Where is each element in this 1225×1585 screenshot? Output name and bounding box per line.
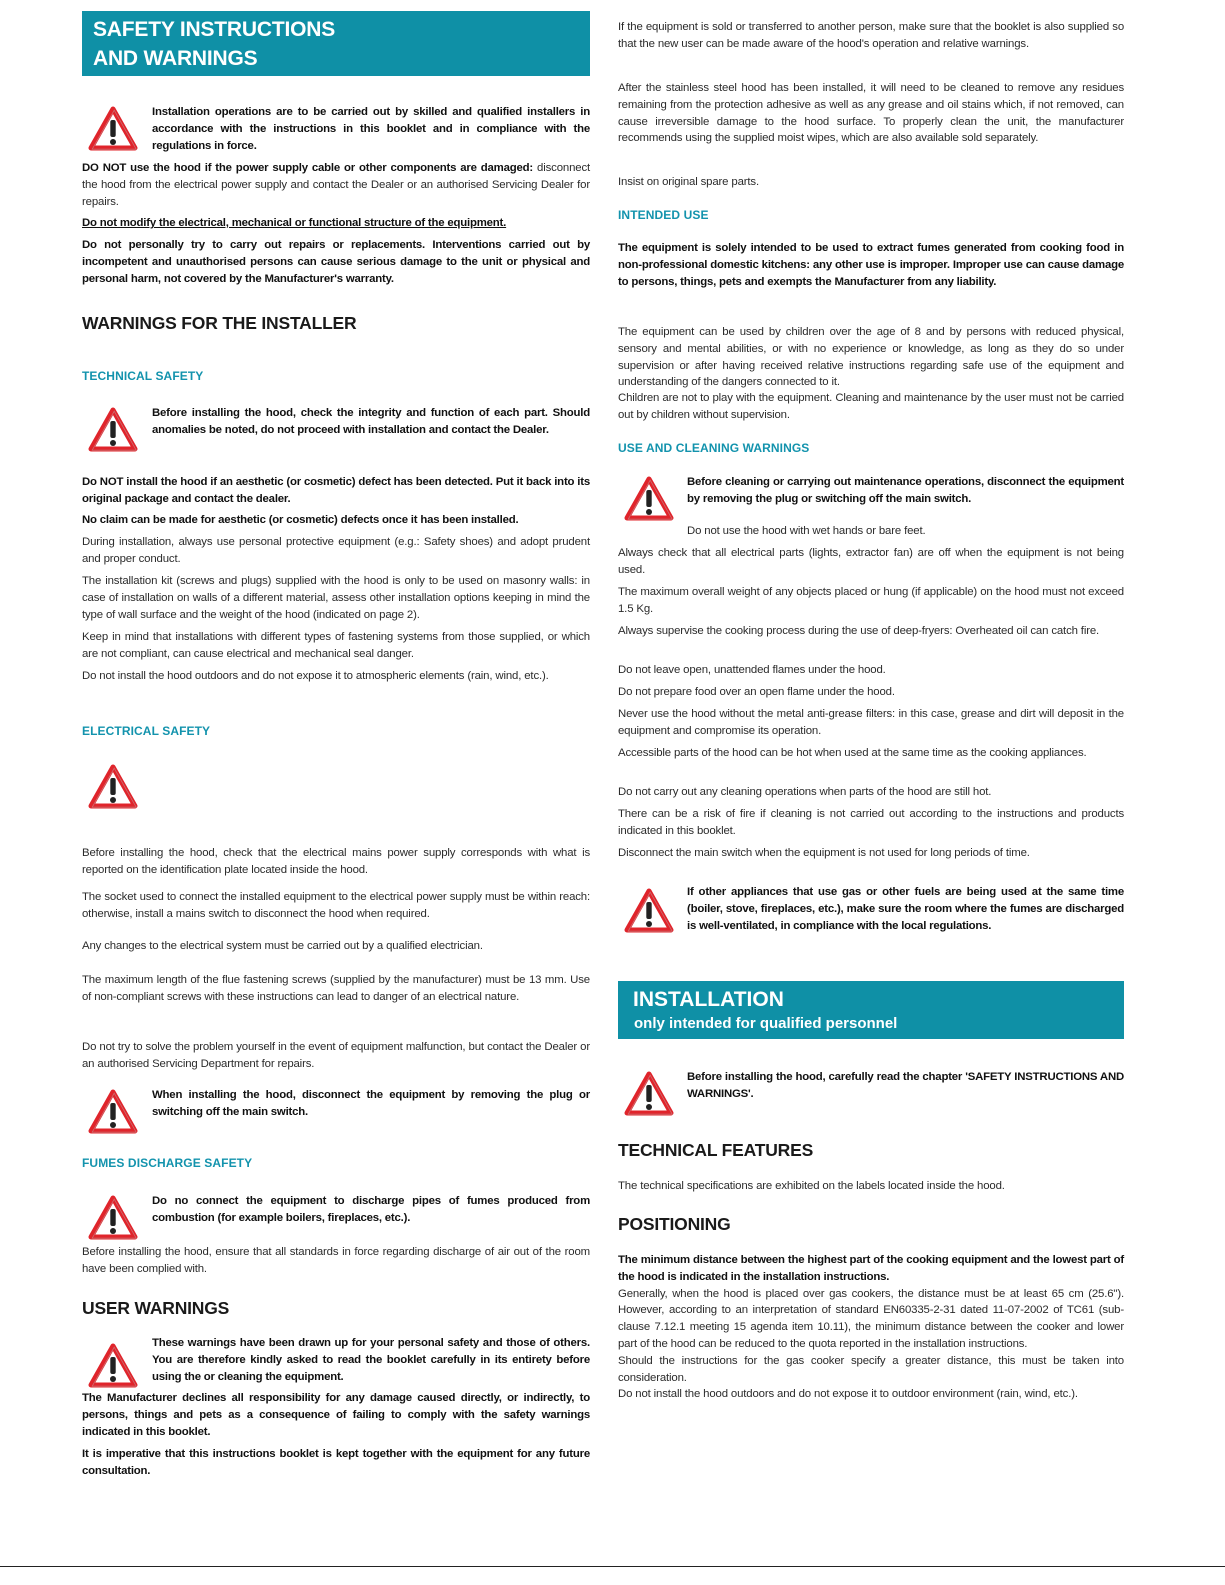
paragraph-sold-transferred: If the equipment is sold or transferred to another person, make sure that the booklet is also supplied so that the new user can be made aware of the hood's operation and relative warnings. [618,21,1124,50]
warning-triangle-icon [88,1195,138,1241]
paragraph-changes: Any changes to the electrical system must be carried out by a qualified electrician. [82,940,483,952]
paragraph-open-flame: Do not prepare food over an open flame under the hood. [618,686,895,698]
paragraph-ppe: During installation, always use personal protective equipment (e.g.: Safety shoes) and adopt prudent and proper conduct. [82,536,590,565]
installation-subtitle: only intended for qualified personnel [634,1015,898,1032]
warning-block-gas [618,884,1124,934]
heading-technical-features: TECHNICAL FEATURES [618,1140,814,1160]
paragraph-mains: Before installing the hood, check that the electrical mains power supply corresponds with what is reported on the identification plate located inside the hood. [82,847,590,876]
body-text: disconnect the hood from the electrical power supply and contact the Dealer or an authorised Servicing Dealer for repairs. [82,162,591,208]
paragraph-specifications: The technical specifications are exhibited on the labels located inside the hood. [618,1180,1005,1192]
heading-fumes-discharge: FUMES DISCHARGE SAFETY [82,1156,253,1170]
bold-lead: The minimum distance between the highest part of the cooking equipment and the lowest part of the hood is indicated in the installation instructions. [618,1254,1124,1283]
warning-text: When installing the hood, disconnect the equipment by removing the plug or switching off the main switch. [152,1089,590,1118]
warning-triangle-icon [88,1343,138,1389]
body-text-outdoor: Do not install the hood outdoors and do not expose it to outdoor environment (rain, wind, etc.). [618,1388,1078,1401]
heading-warnings-installer: WARNINGS FOR THE INSTALLER [82,313,357,333]
paragraph-no-cleaning-hot: Do not carry out any cleaning operations when parts of the hood are still hot. [618,786,992,798]
paragraph-air-discharge: Before installing the hood, ensure that all standards in force regarding discharge of air out of the room have been complied with. [82,1246,590,1275]
warning-block-integrity [82,405,590,439]
paragraph-spare-parts: Insist on original spare parts. [618,176,759,188]
paragraph-fastening: Keep in mind that installations with different types of fastening systems from those supplied, or which are not compliant, can cause electrical and mechanical seal danger. [82,631,590,660]
safety-banner [82,11,590,76]
warning-block-fumes [82,1193,590,1227]
paragraph-screws: The maximum length of the flue fastening screws (supplied by the manufacturer) must be 13 mm. Use of non-compliant screws with these instructions can lead to danger of an electrical nature. [82,974,590,1003]
warning-text: Before cleaning or carrying out maintenance operations, disconnect the equipment by removing the plug or switching off the main switch. [687,476,1124,505]
paragraph-children-play: Children are not to play with the equipment. Cleaning and maintenance by the user must not be carried out by children without supervision. [618,392,1124,421]
paragraph-main-switch: Disconnect the main switch when the equipment is not used for long periods of time. [618,847,1030,859]
warning-triangle-icon [88,1089,138,1135]
bold-lead: DO NOT use the hood if the power supply cable or other components are damaged: [82,162,533,174]
paragraph-max-weight: The maximum overall weight of any objects placed or hung (if applicable) on the hood must not exceed 1.5 Kg. [618,586,1124,615]
paragraph-socket: The socket used to connect the installed equipment to the electrical power supply must be within reach: otherwise, install a mains switch to disconnect the hood when required. [82,891,590,920]
warning-triangle-icon [88,407,138,453]
paragraph-cosmetic-defect: Do NOT install the hood if an aesthetic (or cosmetic) defect has been detected. Put it back into its original package and contact the dealer. [82,476,590,505]
heading-user-warnings: USER WARNINGS [82,1298,230,1318]
banner-title-line1: SAFETY INSTRUCTIONS [93,18,335,41]
paragraph-malfunction: Do not try to solve the problem yourself in the event of equipment malfunction, but contact the Dealer or an authorised Servicing Department for repairs. [82,1041,590,1070]
body-text: Generally, when the hood is placed over gas cookers, the distance must be at least 65 cm (25.6"). However, according to an interpretation of standard EN60335-2-31 dated 11-07-2002 of TC61 (sub-clause 7.12.1 meeting 15 agenda item 10.11), the minimum distance between the cooker and lower part of the hood can be reduced to the quota reported in the installation instructions. [618,1287,1124,1350]
warning-triangle-icon [624,1071,674,1117]
paragraph-fire-risk: There can be a risk of fire if cleaning is not carried out according to the instructions and products indicated in this booklet. [618,808,1124,837]
installation-banner [618,981,1124,1039]
paragraph-deep-fryers: Always supervise the cooking process during the use of deep-fryers: Overheated oil can catch fire. [618,625,1100,637]
paragraph-keep-booklet: It is imperative that this instructions booklet is kept together with the equipment for any future consultation. [82,1448,590,1477]
warning-triangle-icon [624,888,674,934]
heading-use-cleaning-warnings: USE AND CLEANING WARNINGS [618,441,810,455]
page-bottom-rule [0,1566,1225,1567]
paragraph-no-claim: No claim can be made for aesthetic (or cosmetic) defects once it has been installed. [82,514,519,526]
warning-block-electrical [82,762,590,812]
heading-technical-safety: TECHNICAL SAFETY [82,369,204,383]
paragraph-filters: Never use the hood without the metal anti-grease filters: in this case, grease and dirt will deposit in the equipment and compromise its operation. [618,708,1124,737]
banner-title-line2: AND WARNINGS [93,47,258,70]
heading-positioning: POSITIONING [618,1214,731,1234]
warning-triangle-icon [624,476,674,522]
heading-electrical-safety: ELECTRICAL SAFETY [82,724,211,738]
paragraph-intended-use: The equipment is solely intended to be used to extract fumes generated from cooking food in non-professional domestic kitchens: any other use is improper. Improper use can cause damage to persons, things, pets and exempts the Manufacturer from any liability. [618,242,1124,288]
warning-block-read-chapter [618,1069,1124,1103]
heading-intended-use: INTENDED USE [618,208,709,222]
installation-title: INSTALLATION [633,988,784,1011]
body-text-gas: Should the instructions for the gas cooker specify a greater distance, this must be taken into consideration. [618,1354,1124,1384]
warning-text: Installation operations are to be carried out by skilled and qualified installers in accordance with the instructions in this booklet and in compliance with the regulations in force. [152,106,590,152]
paragraph-repairs: Do not personally try to carry out repairs or replacements. Interventions carried out by incompetent and unauthorised persons can cause serious damage to the unit or physical and personal harm, not covered by the Manufacturer's warranty. [82,239,590,285]
paragraph-power-cable [82,160,590,210]
warning-text: Before installing the hood, check the integrity and function of each part. Should anomalies be noted, do not proceed with installation and contact the Dealer. [152,407,590,436]
warning-triangle-icon [88,764,138,810]
paragraph-do-not-modify: Do not modify the electrical, mechanical or functional structure of the equipment. [82,217,507,229]
paragraph-manufacturer-liability: The Manufacturer declines all responsibility for any damage caused directly, or indirectly, to persons, things and pets as a consequence of failing to comply with the safety warnings indicated in this booklet. [82,1392,590,1438]
warning-block-disconnect [82,1087,590,1121]
paragraph-check-electrical: Always check that all electrical parts (lights, extractor fan) are off when the equipment is not being used. [618,547,1124,576]
warning-text: These warnings have been drawn up for your personal safety and those of others. You are therefore kindly asked to read the booklet carefully in its entirety before using the or cleaning the equipment. [152,1337,590,1383]
warning-text: Before installing the hood, carefully read the chapter 'SAFETY INSTRUCTIONS AND WARNINGS'. [687,1071,1124,1100]
paragraph-installation-kit: The installation kit (screws and plugs) supplied with the hood is only to be used on masonry walls: in case of installation on walls of a different material, assess other installation options keeping in mind the type of wall surface and the weight of the hood (indicated on page 2). [82,575,590,621]
paragraph-unattended-flames: Do not leave open, unattended flames under the hood. [618,664,886,676]
paragraph-wet-hands: Do not use the hood with wet hands or bare feet. [687,525,926,537]
warning-text: If other appliances that use gas or other fuels are being used at the same time (boiler, stove, fireplaces, etc.), make sure the room where the fumes are discharged is well-ventilated, in compliance with the local regulations. [687,886,1124,932]
warning-text: Do no connect the equipment to discharge pipes of fumes produced from combustion (for example boilers, fireplaces, etc.). [152,1195,590,1224]
warning-triangle-icon [88,106,138,152]
paragraph-positioning [618,1252,1124,1403]
warning-block-installation [82,104,590,154]
warning-block-user [82,1335,590,1385]
warning-block-cleaning [618,474,1124,508]
paragraph-outdoors: Do not install the hood outdoors and do not expose it to atmospheric elements (rain, wind, etc.). [82,670,549,682]
paragraph-stainless-steel: After the stainless steel hood has been installed, it will need to be cleaned to remove any residues remaining from the protection adhesive as well as any grease and oil stains which, if not removed, can cause irreversible damage to the hood surface. To properly clean the unit, the manufacturer recommends using the supplied moist wipes, which are also available sold separately. [618,82,1124,145]
paragraph-children: The equipment can be used by children over the age of 8 and by persons with reduced physical, sensory and mental abilities, or with no experience or knowledge, as long as they do so under supervision or after having received relative instructions regarding safe use of the equipment and understanding of the dangers connected to it. [618,326,1124,389]
paragraph-hot-parts: Accessible parts of the hood can be hot when used at the same time as the cooking appliances. [618,747,1087,759]
